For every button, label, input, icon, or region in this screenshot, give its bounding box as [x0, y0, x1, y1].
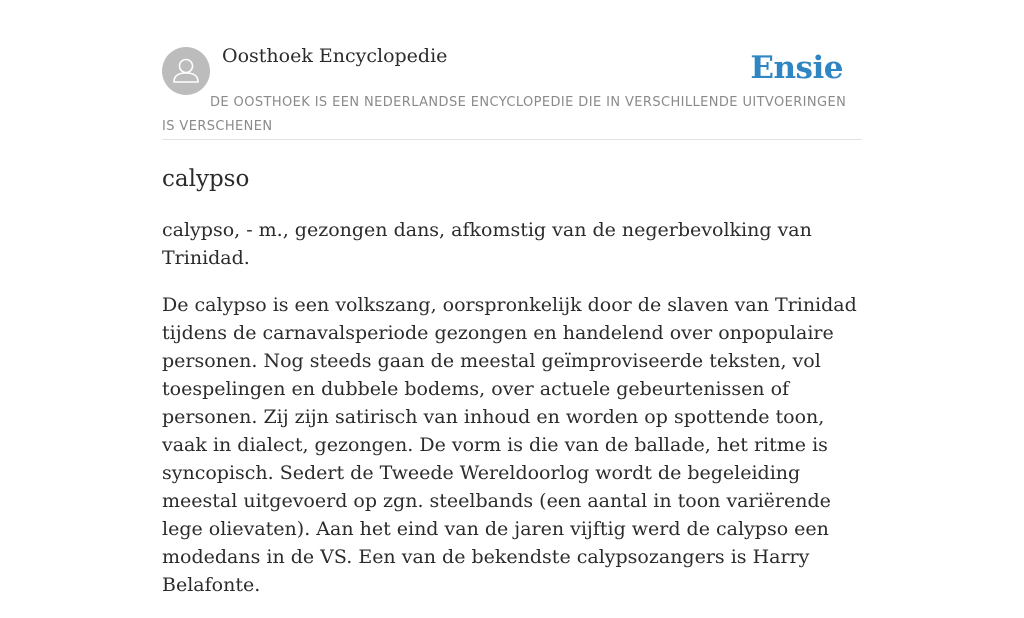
source-name-link[interactable]: Oosthoek Encyclopedie — [222, 45, 448, 67]
header-divider — [162, 139, 862, 140]
article-body — [162, 216, 872, 618]
article-definition: calypso, - m., gezongen dans, afkomstig van de negerbevolking van Trinidad. — [162, 219, 812, 269]
source-header — [162, 40, 862, 140]
user-icon[interactable] — [162, 47, 210, 95]
article-title: calypso — [162, 166, 250, 192]
article-paragraph: De calypso is een volkszang, oorspronkelijk door de slaven van Trinidad tijdens de carnavalsperiode gezongen en handelend over onpopulaire personen. Nog steeds gaan de meestal geïmproviseerde teksten, vol toespelingen en dubbele bodems, over actuele gebeurtenissen of personen. Zij zijn satirisch van inhoud en worden op spottende toon, vaak in dialect, gezongen. De vorm is die van de ballade, het ritme is syncopisch. Sedert de Tweede Wereldoorlog wordt de begeleiding meestal uitgevoerd op zgn. steelbands (een aantal in toon variërende lege olievaten). Aan het eind van de jaren vijftig werd de calypso een modedans in de VS. Een van de bekendste calypsozangers is Harry Belafonte. — [162, 294, 857, 596]
brand-logo-link[interactable]: Ensie — [750, 50, 843, 86]
source-description: DE OOSTHOEK IS EEN NEDERLANDSE ENCYCLOPEDIE DIE IN VERSCHILLENDE UITVOERINGEN IS VERSCHENEN — [162, 95, 847, 134]
